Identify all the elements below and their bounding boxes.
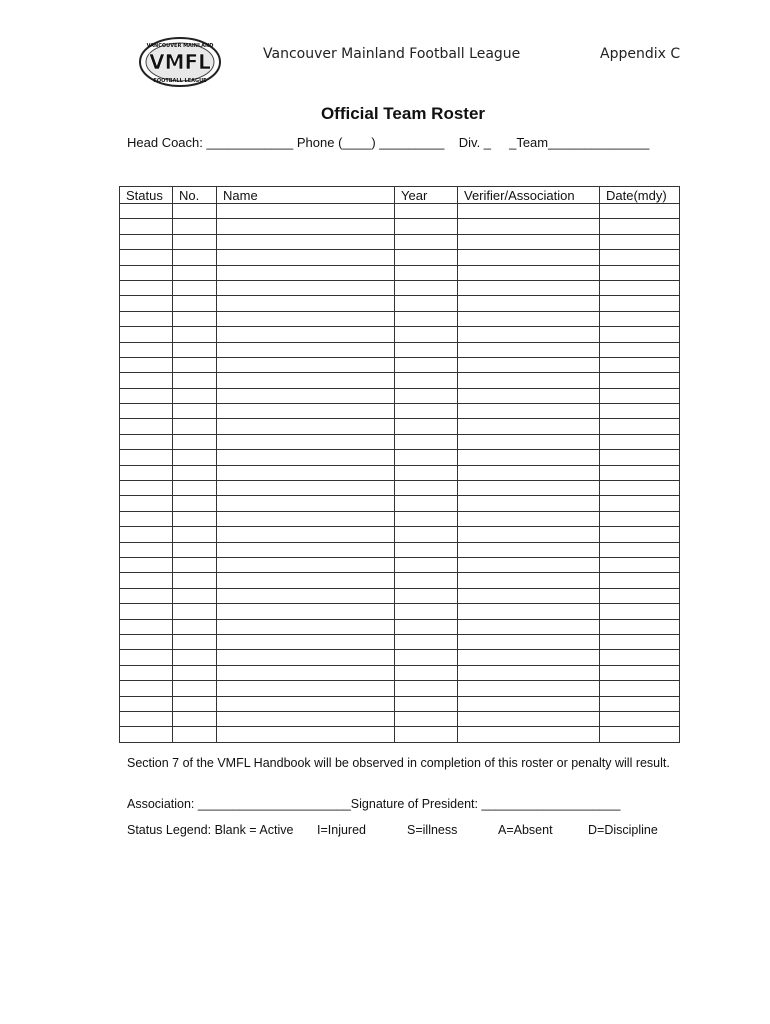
cell-date[interactable] [600, 696, 680, 711]
cell-number[interactable] [173, 419, 217, 434]
cell-date[interactable] [600, 634, 680, 649]
cell-verifier[interactable] [458, 296, 600, 311]
cell-status[interactable] [120, 465, 173, 480]
cell-date[interactable] [600, 434, 680, 449]
cell-status[interactable] [120, 681, 173, 696]
cell-name[interactable] [217, 219, 395, 234]
cell-year[interactable] [395, 327, 458, 342]
cell-year[interactable] [395, 542, 458, 557]
cell-number[interactable] [173, 511, 217, 526]
table-row [120, 665, 680, 680]
cell-name[interactable] [217, 388, 395, 403]
cell-verifier[interactable] [458, 711, 600, 726]
cell-date[interactable] [600, 311, 680, 326]
cell-name[interactable] [217, 311, 395, 326]
cell-status[interactable] [120, 511, 173, 526]
cell-number[interactable] [173, 373, 217, 388]
table-row [120, 204, 680, 219]
roster-table [119, 186, 680, 743]
cell-date[interactable] [600, 404, 680, 419]
cell-verifier[interactable] [458, 342, 600, 357]
cell-number[interactable] [173, 311, 217, 326]
legend-illness: S=illness [407, 823, 458, 837]
cell-verifier[interactable] [458, 619, 600, 634]
table-row [120, 604, 680, 619]
cell-status[interactable] [120, 588, 173, 603]
cell-number[interactable] [173, 327, 217, 342]
cell-status[interactable] [120, 250, 173, 265]
cell-status[interactable] [120, 557, 173, 572]
cell-verifier[interactable] [458, 557, 600, 572]
cell-name[interactable] [217, 234, 395, 249]
table-row [120, 496, 680, 511]
cell-number[interactable] [173, 527, 217, 542]
cell-year[interactable] [395, 557, 458, 572]
cell-date[interactable] [600, 204, 680, 219]
cell-verifier[interactable] [458, 419, 600, 434]
logo-bottom-text: FOOTBALL LEAGUE [153, 78, 207, 84]
cell-number[interactable] [173, 404, 217, 419]
cell-year[interactable] [395, 265, 458, 280]
cell-year[interactable] [395, 342, 458, 357]
table-row [120, 265, 680, 280]
cell-verifier[interactable] [458, 280, 600, 295]
cell-date[interactable] [600, 727, 680, 742]
cell-date[interactable] [600, 496, 680, 511]
cell-number[interactable] [173, 665, 217, 680]
cell-year[interactable] [395, 511, 458, 526]
cell-number[interactable] [173, 250, 217, 265]
cell-year[interactable] [395, 280, 458, 295]
table-row [120, 250, 680, 265]
cell-verifier[interactable] [458, 327, 600, 342]
cell-year[interactable] [395, 588, 458, 603]
cell-number[interactable] [173, 711, 217, 726]
column-header-name: Name [217, 187, 395, 204]
cell-status[interactable] [120, 419, 173, 434]
cell-status[interactable] [120, 373, 173, 388]
cell-year[interactable] [395, 619, 458, 634]
cell-year[interactable] [395, 219, 458, 234]
cell-status[interactable] [120, 481, 173, 496]
table-row [120, 527, 680, 542]
cell-year[interactable] [395, 727, 458, 742]
cell-verifier[interactable] [458, 250, 600, 265]
cell-status[interactable] [120, 496, 173, 511]
cell-date[interactable] [600, 650, 680, 665]
table-row [120, 681, 680, 696]
cell-status[interactable] [120, 665, 173, 680]
cell-year[interactable] [395, 419, 458, 434]
cell-name[interactable] [217, 250, 395, 265]
cell-verifier[interactable] [458, 665, 600, 680]
head-coach-line: Head Coach: ____________ Phone (____) _________ Div. _ _Team______________ [127, 135, 650, 150]
cell-date[interactable] [600, 511, 680, 526]
cell-status[interactable] [120, 619, 173, 634]
cell-verifier[interactable] [458, 234, 600, 249]
table-row [120, 419, 680, 434]
cell-status[interactable] [120, 711, 173, 726]
cell-date[interactable] [600, 234, 680, 249]
cell-year[interactable] [395, 604, 458, 619]
cell-number[interactable] [173, 619, 217, 634]
cell-name[interactable] [217, 557, 395, 572]
cell-number[interactable] [173, 296, 217, 311]
cell-number[interactable] [173, 650, 217, 665]
cell-verifier[interactable] [458, 450, 600, 465]
cell-number[interactable] [173, 434, 217, 449]
cell-date[interactable] [600, 342, 680, 357]
cell-number[interactable] [173, 573, 217, 588]
cell-verifier[interactable] [458, 204, 600, 219]
cell-date[interactable] [600, 219, 680, 234]
cell-number[interactable] [173, 496, 217, 511]
cell-name[interactable] [217, 650, 395, 665]
cell-year[interactable] [395, 496, 458, 511]
cell-year[interactable] [395, 665, 458, 680]
table-row [120, 450, 680, 465]
cell-name[interactable] [217, 434, 395, 449]
cell-name[interactable] [217, 481, 395, 496]
form-title: Official Team Roster [320, 104, 486, 123]
cell-year[interactable] [395, 681, 458, 696]
cell-status[interactable] [120, 696, 173, 711]
cell-year[interactable] [395, 527, 458, 542]
table-row [120, 234, 680, 249]
table-row [120, 557, 680, 572]
cell-status[interactable] [120, 434, 173, 449]
cell-number[interactable] [173, 481, 217, 496]
cell-date[interactable] [600, 357, 680, 372]
table-row [120, 296, 680, 311]
legend-discipline: D=Discipline [588, 823, 658, 837]
cell-status[interactable] [120, 727, 173, 742]
cell-number[interactable] [173, 696, 217, 711]
cell-status[interactable] [120, 357, 173, 372]
legend-absent: A=Absent [498, 823, 553, 837]
cell-verifier[interactable] [458, 604, 600, 619]
cell-number[interactable] [173, 280, 217, 295]
cell-date[interactable] [600, 373, 680, 388]
table-row [120, 711, 680, 726]
cell-year[interactable] [395, 373, 458, 388]
cell-status[interactable] [120, 342, 173, 357]
cell-number[interactable] [173, 681, 217, 696]
logo-top-text: VANCOUVER MAINLAND [146, 43, 214, 49]
cell-status[interactable] [120, 388, 173, 403]
appendix-label: Appendix C [600, 46, 681, 62]
column-header-date: Date(mdy) [600, 187, 680, 204]
cell-verifier[interactable] [458, 588, 600, 603]
cell-status[interactable] [120, 604, 173, 619]
table-row [120, 481, 680, 496]
cell-number[interactable] [173, 727, 217, 742]
table-row [120, 342, 680, 357]
table-row [120, 327, 680, 342]
cell-verifier[interactable] [458, 573, 600, 588]
cell-number[interactable] [173, 450, 217, 465]
cell-date[interactable] [600, 450, 680, 465]
cell-name[interactable] [217, 280, 395, 295]
handbook-note: Section 7 of the VMFL Handbook will be observed in completion of this roster or penalty will result. [127, 756, 670, 770]
cell-date[interactable] [600, 465, 680, 480]
cell-name[interactable] [217, 604, 395, 619]
cell-name[interactable] [217, 696, 395, 711]
cell-date[interactable] [600, 619, 680, 634]
cell-number[interactable] [173, 342, 217, 357]
logo-text: VMFL [149, 50, 211, 74]
cell-verifier[interactable] [458, 527, 600, 542]
cell-date[interactable] [600, 250, 680, 265]
cell-year[interactable] [395, 696, 458, 711]
table-row [120, 357, 680, 372]
roster-header-row [120, 187, 680, 204]
cell-year[interactable] [395, 234, 458, 249]
table-row [120, 634, 680, 649]
cell-number[interactable] [173, 219, 217, 234]
vmfl-logo [138, 36, 222, 88]
cell-name[interactable] [217, 265, 395, 280]
cell-status[interactable] [120, 311, 173, 326]
cell-status[interactable] [120, 280, 173, 295]
cell-date[interactable] [600, 265, 680, 280]
table-row [120, 388, 680, 403]
cell-year[interactable] [395, 250, 458, 265]
cell-status[interactable] [120, 404, 173, 419]
cell-name[interactable] [217, 450, 395, 465]
cell-date[interactable] [600, 573, 680, 588]
cell-verifier[interactable] [458, 357, 600, 372]
cell-date[interactable] [600, 296, 680, 311]
cell-name[interactable] [217, 342, 395, 357]
column-header-verifier: Verifier/Association [458, 187, 600, 204]
cell-year[interactable] [395, 634, 458, 649]
cell-name[interactable] [217, 681, 395, 696]
cell-number[interactable] [173, 604, 217, 619]
cell-verifier[interactable] [458, 681, 600, 696]
cell-date[interactable] [600, 388, 680, 403]
cell-year[interactable] [395, 450, 458, 465]
cell-name[interactable] [217, 296, 395, 311]
cell-number[interactable] [173, 388, 217, 403]
cell-status[interactable] [120, 650, 173, 665]
column-header-year: Year [395, 187, 458, 204]
cell-year[interactable] [395, 573, 458, 588]
cell-status[interactable] [120, 327, 173, 342]
legend-injured: I=Injured [317, 823, 366, 837]
cell-name[interactable] [217, 727, 395, 742]
table-row [120, 219, 680, 234]
cell-date[interactable] [600, 588, 680, 603]
cell-status[interactable] [120, 542, 173, 557]
table-row [120, 727, 680, 742]
cell-name[interactable] [217, 327, 395, 342]
cell-name[interactable] [217, 527, 395, 542]
roster-body [120, 204, 680, 743]
cell-verifier[interactable] [458, 219, 600, 234]
cell-name[interactable] [217, 496, 395, 511]
table-row [120, 280, 680, 295]
cell-verifier[interactable] [458, 542, 600, 557]
cell-date[interactable] [600, 419, 680, 434]
cell-date[interactable] [600, 527, 680, 542]
cell-verifier[interactable] [458, 727, 600, 742]
cell-number[interactable] [173, 634, 217, 649]
table-row [120, 373, 680, 388]
cell-number[interactable] [173, 357, 217, 372]
cell-verifier[interactable] [458, 650, 600, 665]
cell-name[interactable] [217, 357, 395, 372]
cell-verifier[interactable] [458, 496, 600, 511]
cell-date[interactable] [600, 481, 680, 496]
cell-status[interactable] [120, 219, 173, 234]
cell-year[interactable] [395, 404, 458, 419]
cell-name[interactable] [217, 542, 395, 557]
cell-date[interactable] [600, 681, 680, 696]
table-row [120, 434, 680, 449]
cell-verifier[interactable] [458, 311, 600, 326]
table-row [120, 696, 680, 711]
cell-verifier[interactable] [458, 465, 600, 480]
association-signature-line: Association: ______________________Signature of President: ____________________ [127, 797, 621, 811]
cell-name[interactable] [217, 573, 395, 588]
cell-status[interactable] [120, 204, 173, 219]
cell-year[interactable] [395, 465, 458, 480]
cell-number[interactable] [173, 234, 217, 249]
cell-year[interactable] [395, 481, 458, 496]
cell-year[interactable] [395, 650, 458, 665]
cell-name[interactable] [217, 419, 395, 434]
cell-name[interactable] [217, 588, 395, 603]
cell-status[interactable] [120, 234, 173, 249]
table-row [120, 650, 680, 665]
cell-number[interactable] [173, 557, 217, 572]
cell-number[interactable] [173, 588, 217, 603]
cell-year[interactable] [395, 311, 458, 326]
cell-date[interactable] [600, 542, 680, 557]
column-header-number: No. [173, 187, 217, 204]
cell-status[interactable] [120, 634, 173, 649]
cell-year[interactable] [395, 711, 458, 726]
cell-number[interactable] [173, 265, 217, 280]
cell-date[interactable] [600, 665, 680, 680]
table-row [120, 404, 680, 419]
cell-name[interactable] [217, 465, 395, 480]
cell-year[interactable] [395, 388, 458, 403]
cell-status[interactable] [120, 527, 173, 542]
cell-name[interactable] [217, 634, 395, 649]
cell-name[interactable] [217, 665, 395, 680]
cell-name[interactable] [217, 204, 395, 219]
cell-date[interactable] [600, 280, 680, 295]
cell-date[interactable] [600, 604, 680, 619]
cell-status[interactable] [120, 573, 173, 588]
cell-verifier[interactable] [458, 373, 600, 388]
cell-name[interactable] [217, 404, 395, 419]
cell-name[interactable] [217, 511, 395, 526]
cell-date[interactable] [600, 711, 680, 726]
cell-date[interactable] [600, 327, 680, 342]
cell-verifier[interactable] [458, 388, 600, 403]
table-row [120, 588, 680, 603]
cell-status[interactable] [120, 450, 173, 465]
cell-name[interactable] [217, 373, 395, 388]
cell-name[interactable] [217, 619, 395, 634]
cell-year[interactable] [395, 357, 458, 372]
cell-number[interactable] [173, 204, 217, 219]
table-row [120, 511, 680, 526]
cell-name[interactable] [217, 711, 395, 726]
cell-verifier[interactable] [458, 404, 600, 419]
cell-verifier[interactable] [458, 696, 600, 711]
cell-verifier[interactable] [458, 265, 600, 280]
cell-verifier[interactable] [458, 434, 600, 449]
league-name: Vancouver Mainland Football League [263, 46, 521, 62]
cell-year[interactable] [395, 296, 458, 311]
cell-verifier[interactable] [458, 634, 600, 649]
cell-status[interactable] [120, 296, 173, 311]
cell-number[interactable] [173, 465, 217, 480]
table-row [120, 542, 680, 557]
table-row [120, 465, 680, 480]
legend-prefix: Status Legend: Blank = Active [127, 823, 294, 837]
table-row [120, 619, 680, 634]
column-header-status: Status [120, 187, 173, 204]
cell-year[interactable] [395, 204, 458, 219]
cell-year[interactable] [395, 434, 458, 449]
cell-number[interactable] [173, 542, 217, 557]
table-row [120, 573, 680, 588]
cell-status[interactable] [120, 265, 173, 280]
cell-verifier[interactable] [458, 511, 600, 526]
table-row [120, 311, 680, 326]
cell-verifier[interactable] [458, 481, 600, 496]
cell-date[interactable] [600, 557, 680, 572]
